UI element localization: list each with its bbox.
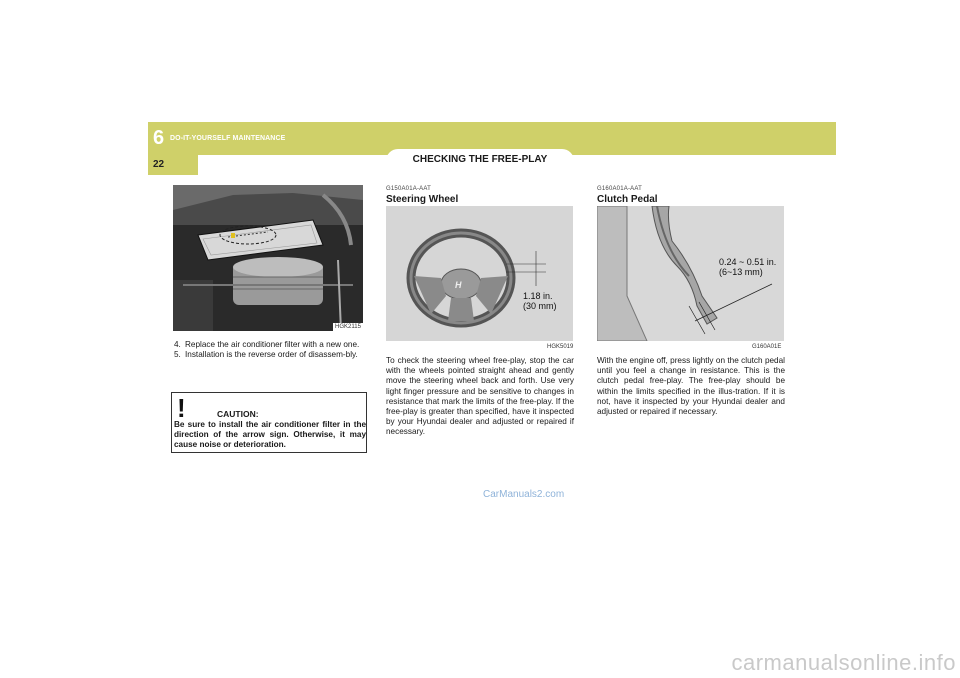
list-item xyxy=(174,350,366,360)
steering-wheel-illustration xyxy=(386,206,573,341)
section-heading: Clutch Pedal xyxy=(597,194,658,205)
clutch-measure-mm: (6~13 mm) xyxy=(719,267,763,277)
list-item-text: Installation is the reverse order of disassem-bly. xyxy=(185,350,358,359)
steering-measure-inch: 1.18 in. xyxy=(523,291,553,301)
steering-body-text: To check the steering wheel free-play, stop the car with the wheels pointed straight ahead and gently move the steering wheel back and forth. Use very light finger pressure and be sensitive to changes in resistance that mark the limits of the free-play. If the free-play is greater than specified, have it inspected by your Hyundai dealer and adjusted or repaired if necessary. xyxy=(386,356,574,437)
steering-measure-mm: (30 mm) xyxy=(523,301,557,311)
step-list xyxy=(174,340,366,360)
list-item-number: 5. xyxy=(174,350,181,359)
section-title: CHECKING THE FREE-PLAY xyxy=(412,154,548,165)
section-code: G160A01A-AAT xyxy=(597,186,642,192)
caution-title: CAUTION: xyxy=(217,409,259,419)
chapter-number: 6 xyxy=(153,127,165,149)
page-number: 22 xyxy=(153,159,165,170)
section-heading: Steering Wheel xyxy=(386,194,459,205)
clutch-measure-inch: 0.24 ~ 0.51 in. xyxy=(719,257,777,267)
section-code: G150A01A-AAT xyxy=(386,186,431,192)
clutch-body-text: With the engine off, press lightly on the clutch pedal until you feel a change in resistance. This is the clutch pedal free-play. The free-play should be within the limits specified in the illus-tration. If it is not, have it inspected by your Hyundai dealer and adjusted or repaired if necessary. xyxy=(597,356,785,417)
air-filter-photo xyxy=(173,185,363,331)
figure-code: G160A01E xyxy=(752,344,782,350)
watermark-bottom: carmanualsonline.info xyxy=(731,650,956,675)
svg-text:H: H xyxy=(455,280,462,290)
watermark-link[interactable]: CarManuals2.com xyxy=(483,489,565,500)
list-item-text: Replace the air conditioner filter with a new one. xyxy=(185,340,360,349)
figure-code: HGK2115 xyxy=(335,324,361,330)
chapter-title: DO-IT-YOURSELF MAINTENANCE xyxy=(170,135,286,142)
figure-code: HGK5019 xyxy=(547,344,574,350)
caution-text: Be sure to install the air conditioner filter in the direction of the arrow sign. Otherwise, it may cause noise or deterioration. xyxy=(174,420,366,449)
warning-icon: ! xyxy=(177,393,186,423)
list-item-number: 4. xyxy=(174,340,181,349)
list-item xyxy=(174,340,366,350)
